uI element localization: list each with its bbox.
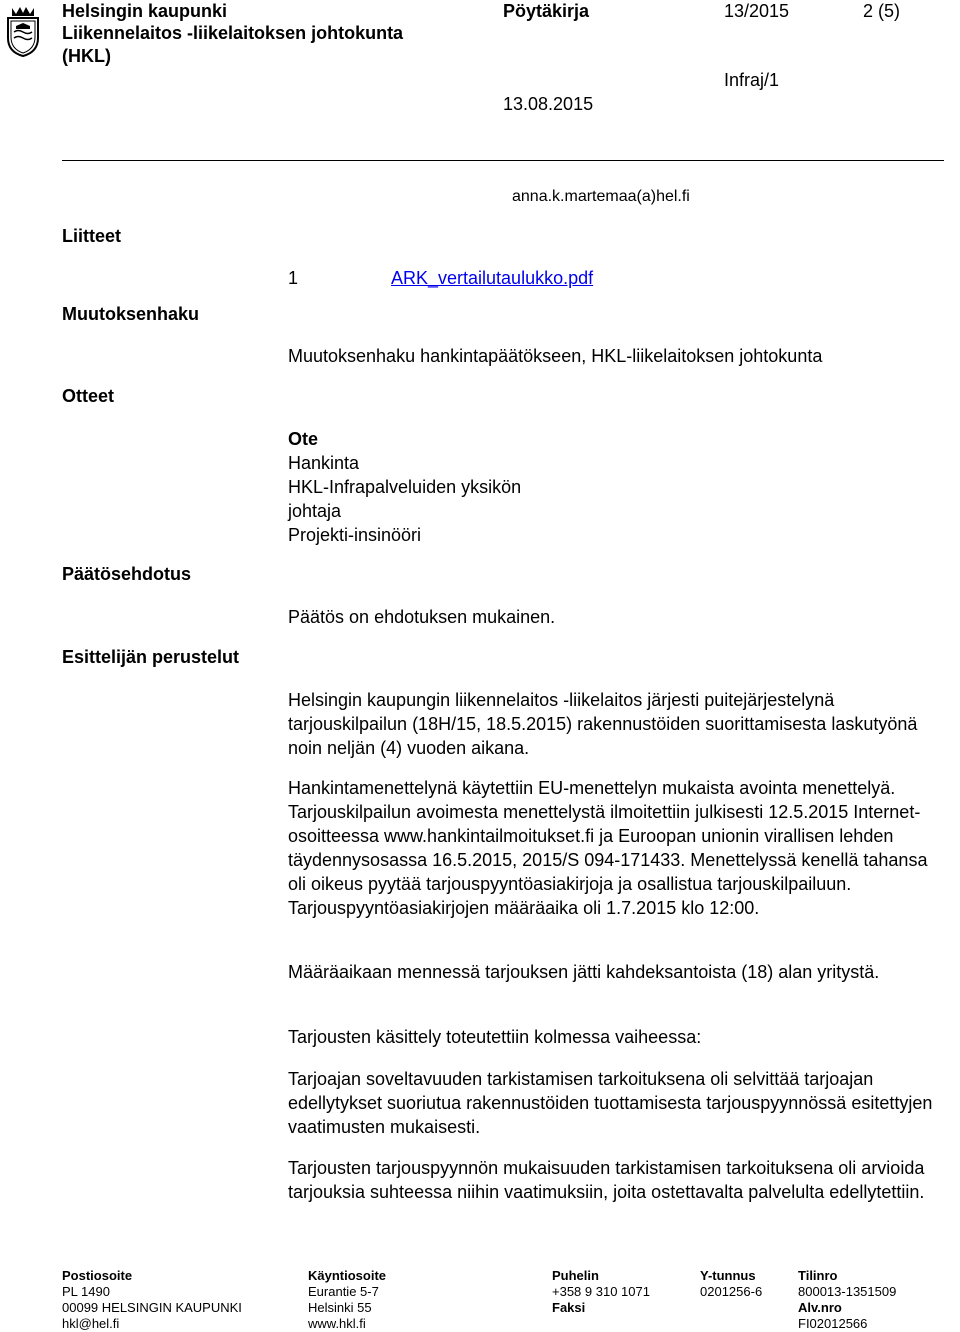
document-type: Pöytäkirja: [503, 1, 590, 21]
header-divider: [62, 160, 944, 161]
footer-value: FI02012566: [798, 1316, 868, 1331]
section-liitteet: Liitteet: [62, 226, 122, 246]
footer-label: Käyntiosoite: [308, 1268, 387, 1283]
muutoksenhaku-text: Muutoksenhaku hankintapäätökseen, HKL-liikelaitoksen johtokunta: [288, 346, 823, 366]
footer-postiosoite: [62, 1268, 242, 1332]
footer-value: 800013-1351509: [798, 1284, 897, 1299]
section-esittelijan-perustelut: Esittelijän perustelut: [62, 647, 240, 667]
section-paatosehdotus: Päätösehdotus: [62, 564, 192, 584]
org-department: Liikennelaitos -liikelaitoksen johtokunta: [62, 23, 404, 43]
footer-kayntiosoite: [308, 1268, 386, 1332]
footer-label: Tilinro: [798, 1268, 838, 1283]
otteet-item: Projekti-insinööri: [288, 525, 422, 545]
footer-website: www.hkl.fi: [308, 1316, 366, 1331]
footer-label: Alv.nro: [798, 1300, 842, 1315]
footer-puhelin: [552, 1268, 650, 1316]
otteet-item: Hankinta: [288, 453, 360, 473]
footer-value: 0201256-6: [700, 1284, 763, 1299]
contact-email: anna.k.martemaa(a)hel.fi: [512, 188, 690, 205]
attachment-link[interactable]: ARK_vertailutaulukko.pdf: [391, 268, 594, 288]
section-otteet: Otteet: [62, 386, 115, 406]
footer-value: PL 1490: [62, 1284, 110, 1299]
rationale-paragraph: Helsingin kaupungin liikennelaitos -liikelaitos järjesti puitejärjestelynä tarjouskilpailun (18H/15, 18.5.2015) rakennustöiden suorittamisesta laskutyönä noin neljän (4) vuoden aikana.: [288, 690, 918, 758]
footer-value: +358 9 310 1071: [552, 1284, 650, 1299]
footer-value: Eurantie 5-7: [308, 1284, 379, 1299]
footer-label: Postiosoite: [62, 1268, 133, 1283]
footer-value: 00099 HELSINGIN KAUPUNKI: [62, 1300, 242, 1315]
otteet-heading: Ote: [288, 429, 319, 449]
org-abbreviation: (HKL): [62, 46, 111, 66]
footer-email: hkl@hel.fi: [62, 1316, 120, 1331]
footer-tilinro: [798, 1268, 896, 1332]
rationale-paragraph: Tarjoajan soveltavuuden tarkistamisen tarkoituksena oli selvittää tarjoajan edellytykset suoriutua rakennustöiden tuottamisesta tarjouspyynnössä esitettyjen vaatimusten mukaisesti.: [288, 1069, 933, 1137]
section-code: Infraj/1: [724, 70, 780, 90]
rationale-paragraph: Tarjousten käsittely toteutettiin kolmessa vaiheessa:: [288, 1027, 702, 1047]
rationale-paragraph: Hankintamenettelynä käytettiin EU-menettelyn mukaista avointa menettelyä. Tarjouskilpailun avoimesta menettelystä ilmoitettiin julkisesti 12.5.2015 Internet-osoitteessa www.hankintailmoitukset.fi ja Euroopan unionin virallisen lehden täydennysosassa 16.5.2015, 2015/S 094-171433. Menettelyssä kenellä tahansa oli oikeus pyytää tarjouspyyntöasiakirjoja ja osallistua tarjouskilpailuun. Tarjouspyyntöasiakirjojen määräaika oli 1.7.2015 klo 12:00.: [288, 778, 928, 918]
otteet-item: HKL-Infrapalveluiden yksikön: [288, 477, 522, 497]
footer-label: Y-tunnus: [700, 1268, 756, 1283]
page-number: 2 (5): [863, 1, 901, 21]
footer-label: Faksi: [552, 1300, 586, 1315]
helsinki-crest-logo: [2, 4, 44, 58]
decision-text: Päätös on ehdotuksen mukainen.: [288, 607, 556, 627]
rationale-paragraph: Määräaikaan mennessä tarjouksen jätti kahdeksantoista (18) alan yritystä.: [288, 962, 880, 982]
rationale-paragraph: Tarjousten tarjouspyynnön mukaisuuden tarkistamisen tarkoituksena oli arvioida tarjouksia suhteessa niihin vaatimuksiin, joita ostettavalta palvelulta edellytettiin.: [288, 1158, 925, 1202]
attachment-number: 1: [288, 268, 299, 288]
footer-ytunnus: [700, 1268, 762, 1300]
document-number: 13/2015: [724, 1, 790, 21]
footer-value: Helsinki 55: [308, 1300, 372, 1315]
footer-label: Puhelin: [552, 1268, 599, 1283]
section-muutoksenhaku: Muutoksenhaku: [62, 304, 200, 324]
org-name: Helsingin kaupunki: [62, 1, 228, 21]
meeting-date: 13.08.2015: [503, 94, 594, 114]
otteet-item: johtaja: [288, 501, 342, 521]
